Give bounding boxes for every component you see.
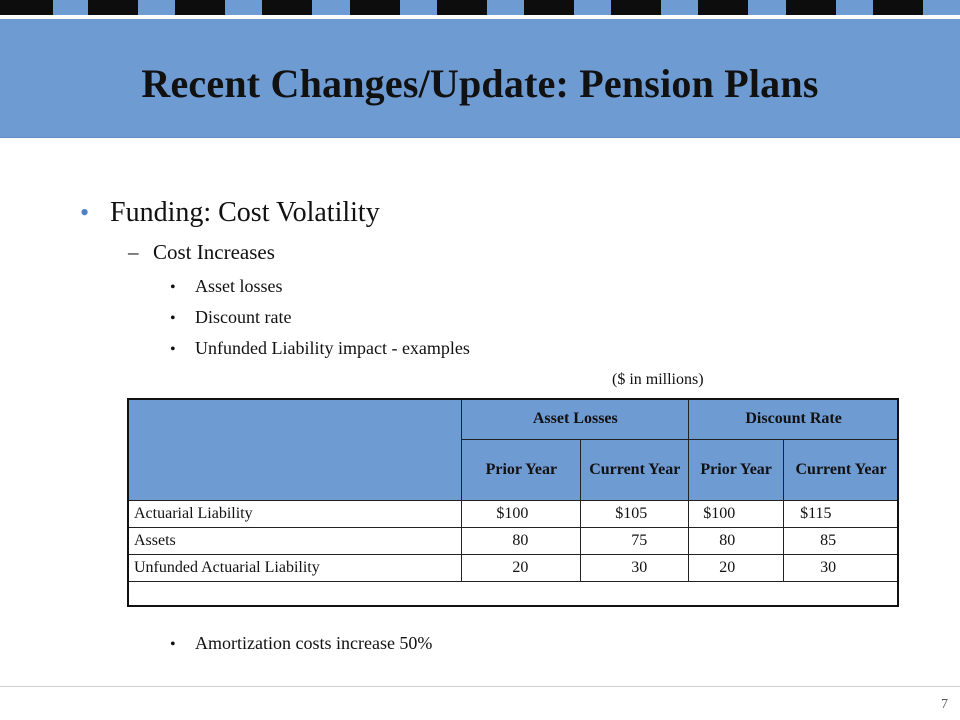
table-cell: 20	[689, 555, 784, 582]
footer-divider	[0, 686, 960, 687]
column-header: Current Year	[784, 440, 899, 501]
bullet-level-1	[80, 197, 380, 229]
header-stripe	[88, 0, 138, 15]
bullet-level-2	[128, 240, 275, 265]
column-group-header: Asset Losses	[462, 399, 689, 440]
table-header-row	[128, 399, 899, 440]
bullet-text: Unfunded Liability impact - examples	[195, 338, 470, 358]
bullet-dot-icon: •	[170, 341, 176, 358]
bullet-dot-icon: •	[170, 636, 176, 653]
bullet-level-3	[170, 633, 432, 654]
bullet-level-3	[170, 307, 291, 328]
table-cell: 80	[689, 528, 784, 555]
table-cell: $100	[462, 501, 581, 528]
page-number: 7	[941, 697, 948, 712]
table-cell: 85	[784, 528, 899, 555]
header-rule	[0, 15, 960, 19]
row-label: Actuarial Liability	[128, 501, 462, 528]
header-stripes	[0, 0, 960, 15]
table-cell: $115	[784, 501, 899, 528]
header-stripe	[262, 0, 312, 15]
bullet-text: Asset losses	[195, 276, 283, 296]
header-stripe	[437, 0, 487, 15]
bullet-dot-icon: •	[170, 279, 176, 296]
bullet-text: Funding: Cost Volatility	[110, 197, 380, 228]
header-stripe	[175, 0, 225, 15]
table-cell: 75	[581, 528, 689, 555]
header-stripe	[0, 0, 53, 15]
bullet-level-3	[170, 276, 283, 297]
column-header: Current Year	[581, 440, 689, 501]
bullet-text: Discount rate	[195, 307, 292, 327]
bullet-dot-icon: •	[80, 198, 90, 227]
header-stripe	[524, 0, 574, 15]
bullet-text: Cost Increases	[153, 240, 275, 264]
header-stripe	[611, 0, 661, 15]
row-label: Assets	[128, 528, 462, 555]
slide-title: Recent Changes/Update: Pension Plans	[141, 61, 819, 106]
table-cell: 80	[462, 528, 581, 555]
column-group-header: Discount Rate	[689, 399, 899, 440]
dash-icon: –	[128, 240, 139, 264]
table-row	[128, 501, 899, 528]
table-cell: $100	[689, 501, 784, 528]
table-row	[128, 528, 899, 555]
bullet-level-3	[170, 338, 470, 359]
bullet-dot-icon: •	[170, 310, 176, 327]
row-label: Unfunded Actuarial Liability	[128, 555, 462, 582]
table-cell: $105	[581, 501, 689, 528]
table-cell: 30	[581, 555, 689, 582]
table-cell: 30	[784, 555, 899, 582]
header-stripe	[873, 0, 923, 15]
liability-table	[127, 398, 899, 582]
table-corner-cell	[128, 399, 462, 501]
bullet-text: Amortization costs increase 50%	[195, 633, 433, 653]
header-stripe	[786, 0, 836, 15]
column-header: Prior Year	[689, 440, 784, 501]
header-stripe	[698, 0, 748, 15]
units-note: ($ in millions)	[612, 371, 704, 388]
table-cell: 20	[462, 555, 581, 582]
column-header: Prior Year	[462, 440, 581, 501]
table-row	[128, 555, 899, 582]
header-stripe	[350, 0, 400, 15]
